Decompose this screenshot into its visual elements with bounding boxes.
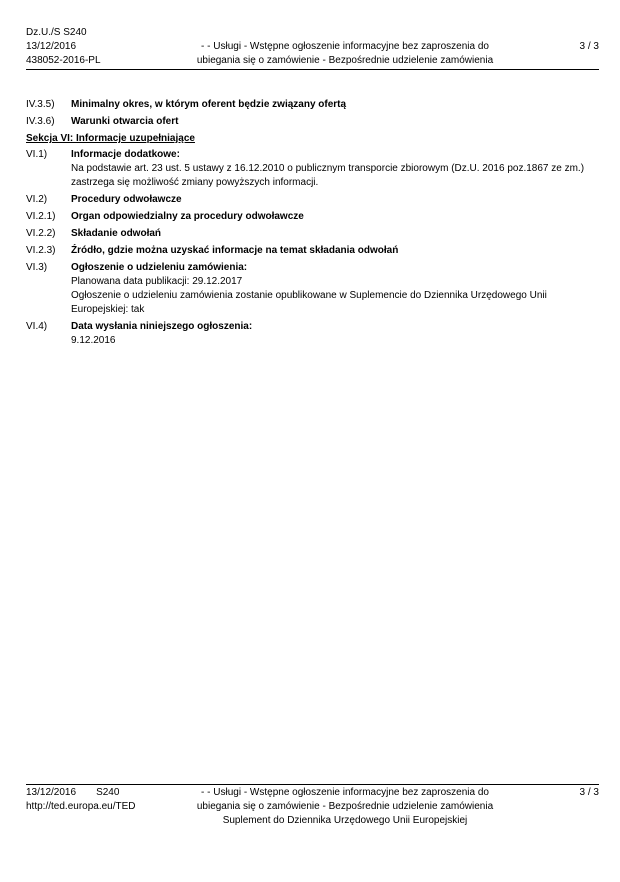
footer-title-line-2: ubiegania się o zamówienie - Bezpośrednie udzielenie zamówienia	[196, 801, 494, 812]
footer-meta	[26, 786, 186, 814]
item-vi-2-1	[26, 210, 600, 224]
item-label: Składanie odwołań	[71, 228, 162, 239]
header-title	[180, 40, 510, 68]
item-number: VI.2.1)	[26, 211, 56, 222]
dispatch-date: 9.12.2016	[71, 335, 116, 346]
item-label: Organ odpowiedzialny za procedury odwoławcze	[71, 211, 304, 222]
footer-title	[180, 786, 510, 828]
footer-page-number: 3 / 3	[579, 787, 599, 798]
item-number: VI.3)	[26, 262, 48, 273]
item-label: Procedury odwoławcze	[71, 194, 182, 205]
item-number: IV.3.5)	[26, 99, 55, 110]
footer-title-line-3: Suplement do Dziennika Urzędowego Unii Europejskiej	[222, 815, 468, 826]
item-vi-1	[26, 148, 600, 190]
item-vi-2-3	[26, 244, 600, 258]
item-label: Warunki otwarcia ofert	[71, 116, 179, 127]
item-number: VI.2.3)	[26, 245, 56, 256]
item-vi-2-2	[26, 227, 600, 241]
footer-title-line-1: - - Usługi - Wstępne ogłoszenie informacyjne bez zaproszenia do	[201, 787, 489, 798]
item-number: IV.3.6)	[26, 116, 55, 127]
item-iv-3-6	[26, 115, 600, 129]
item-vi-4	[26, 320, 600, 348]
item-number: VI.2)	[26, 194, 48, 205]
header-title-line-1: - - Usługi - Wstępne ogłoszenie informacyjne bez zaproszenia do	[201, 41, 489, 52]
item-number: VI.2.2)	[26, 228, 56, 239]
footer-divider	[26, 784, 599, 785]
header-page-number: 3 / 3	[579, 41, 599, 52]
footer-date: 13/12/2016	[26, 787, 77, 798]
notice-content	[26, 98, 600, 351]
item-label: Źródło, gdzie można uzyskać informacje na temat składania odwołań	[71, 245, 399, 256]
item-number: VI.1)	[26, 149, 48, 160]
header-meta	[26, 26, 176, 68]
additional-info-text: Na podstawie art. 23 ust. 5 ustawy z 16.12.2010 o publicznym transporcie zbiorowym (Dz.U. 2016 poz.1867 ze zm.) zastrzega się możliwość zmiany powyższych informacji.	[71, 163, 585, 188]
planned-publication-date: Planowana data publikacji: 29.12.2017	[71, 276, 243, 287]
item-label: Data wysłania niniejszego ogłoszenia:	[71, 321, 253, 332]
item-vi-3	[26, 261, 600, 317]
item-body	[71, 261, 600, 317]
item-body	[71, 148, 600, 190]
footer-url-link[interactable]: http://ted.europa.eu/TED	[26, 801, 136, 812]
item-number: VI.4)	[26, 321, 48, 332]
item-body	[71, 320, 600, 348]
header-divider	[26, 69, 599, 70]
footer-date-series	[26, 786, 186, 800]
header-date: 13/12/2016	[26, 41, 77, 52]
footer-series: S240	[96, 787, 120, 798]
item-vi-2	[26, 193, 600, 207]
item-label: Minimalny okres, w którym oferent będzie związany ofertą	[71, 99, 347, 110]
journal-ref: Dz.U./S S240	[26, 27, 87, 38]
section-vi-heading: Sekcja VI: Informacje uzupełniające	[26, 133, 195, 144]
item-label: Informacje dodatkowe:	[71, 149, 180, 160]
item-label: Ogłoszenie o udzieleniu zamówienia:	[71, 262, 248, 273]
header-title-line-2: ubiegania się o zamówienie - Bezpośrednie udzielenie zamówienia	[196, 55, 494, 66]
notice-id: 438052-2016-PL	[26, 55, 101, 66]
publication-note: Ogłoszenie o udzieleniu zamówienia zostanie opublikowane w Suplemencie do Dziennika Urzędowego Unii Europejskiej: tak	[71, 290, 547, 315]
item-iv-3-5	[26, 98, 600, 112]
